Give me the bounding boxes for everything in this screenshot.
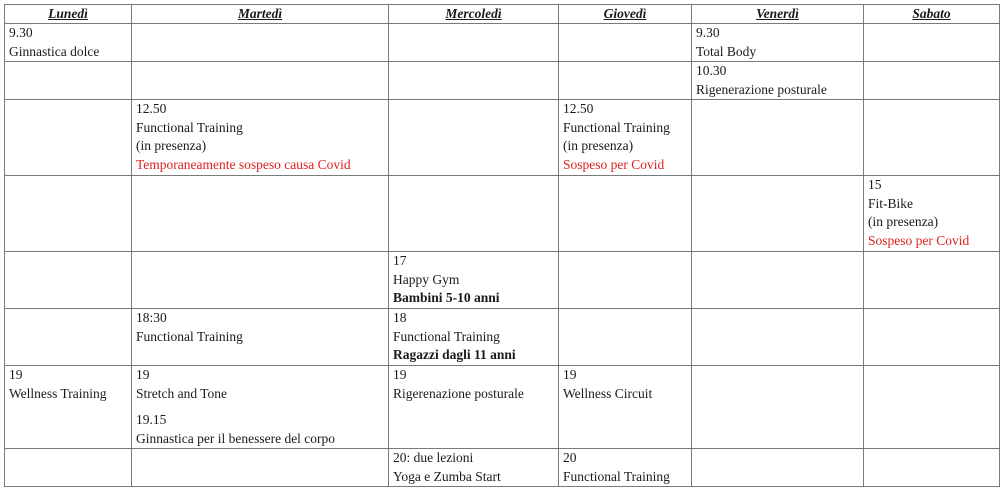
schedule-cell-friday [692, 100, 864, 176]
class-time: 12.50 [136, 101, 167, 116]
schedule-cell-monday [5, 100, 132, 176]
schedule-header [5, 5, 1000, 24]
schedule-cell-friday [692, 24, 864, 62]
class-detail: Ginnastica per il benessere del corpo [136, 430, 336, 446]
schedule-cell-saturday [864, 309, 1000, 366]
class-time: 19 [563, 367, 577, 382]
weekly-schedule-table [4, 4, 1000, 487]
schedule-row [5, 449, 1000, 487]
day-header-monday: Lunedì [5, 5, 132, 24]
schedule-cell-friday [692, 176, 864, 252]
schedule-cell-saturday [864, 449, 1000, 487]
schedule-cell-thursday [559, 366, 692, 449]
schedule-cell-saturday [864, 252, 1000, 309]
class-detail: Fit-Bike [868, 195, 914, 211]
schedule-cell-friday [692, 252, 864, 309]
day-header-thursday: Giovedì [559, 5, 692, 24]
class-detail: (in presenza) [136, 138, 207, 153]
schedule-cell-monday [5, 366, 132, 449]
schedule-row [5, 309, 1000, 366]
class-detail: Functional Training [563, 119, 670, 135]
class-detail: Rigerenazione posturale [393, 385, 524, 401]
schedule-cell-tuesday [132, 176, 389, 252]
class-detail: Functional Training [136, 328, 243, 344]
schedule-cell-friday [692, 366, 864, 449]
class-time: 12.50 [563, 101, 594, 116]
class-time: 20 [563, 450, 577, 465]
schedule-cell-monday [5, 62, 132, 100]
schedule-cell-wednesday [389, 449, 559, 487]
schedule-cell-saturday [864, 62, 1000, 100]
class-detail: Functional Training [563, 468, 670, 484]
schedule-cell-wednesday [389, 309, 559, 366]
day-header-saturday: Sabato [864, 5, 1000, 24]
day-header-friday: Venerdì [692, 5, 864, 24]
class-status-note: Sospeso per Covid [868, 232, 970, 248]
schedule-cell-tuesday [132, 100, 389, 176]
class-detail: Bambini 5-10 anni [393, 290, 500, 305]
schedule-cell-monday [5, 24, 132, 62]
class-detail: Total Body [696, 43, 757, 59]
schedule-cell-thursday [559, 176, 692, 252]
class-detail: (in presenza) [868, 214, 939, 229]
schedule-cell-tuesday [132, 309, 389, 366]
class-detail: Ragazzi dagli 11 anni [393, 347, 516, 362]
class-detail: Rigenerazione posturale [696, 81, 827, 97]
class-status-note: Temporaneamente sospeso causa Covid [136, 156, 351, 172]
schedule-cell-tuesday [132, 366, 389, 449]
schedule-cell-wednesday [389, 252, 559, 309]
schedule-cell-friday [692, 449, 864, 487]
class-time: 18:30 [136, 310, 167, 325]
class-detail: 19.15 [136, 412, 167, 427]
class-detail: Wellness Training [9, 385, 107, 401]
schedule-cell-thursday [559, 62, 692, 100]
schedule-cell-thursday [559, 252, 692, 309]
schedule-cell-saturday [864, 176, 1000, 252]
schedule-cell-monday [5, 449, 132, 487]
class-time: 17 [393, 253, 407, 268]
schedule-cell-tuesday [132, 24, 389, 62]
schedule-row [5, 176, 1000, 252]
schedule-cell-thursday [559, 449, 692, 487]
class-detail: Happy Gym [393, 271, 460, 287]
class-time: 19 [393, 367, 407, 382]
schedule-cell-wednesday [389, 62, 559, 100]
schedule-cell-thursday [559, 24, 692, 62]
class-detail: Ginnastica dolce [9, 43, 100, 59]
schedule-cell-tuesday [132, 449, 389, 487]
schedule-cell-wednesday [389, 24, 559, 62]
schedule-cell-saturday [864, 100, 1000, 176]
class-time: 9.30 [696, 25, 720, 40]
schedule-row [5, 24, 1000, 62]
schedule-row [5, 62, 1000, 100]
class-time: 10.30 [696, 63, 727, 78]
class-detail: Yoga e Zumba Start [393, 468, 501, 484]
day-header-wednesday: Mercoledì [389, 5, 559, 24]
schedule-cell-thursday [559, 309, 692, 366]
schedule-row [5, 252, 1000, 309]
class-status-note: Sospeso per Covid [563, 156, 665, 172]
schedule-cell-friday [692, 309, 864, 366]
schedule-cell-wednesday [389, 100, 559, 176]
schedule-cell-thursday [559, 100, 692, 176]
class-time: 19 [136, 367, 150, 382]
schedule-cell-wednesday [389, 176, 559, 252]
schedule-cell-friday [692, 62, 864, 100]
class-time: 15 [868, 177, 882, 192]
schedule-cell-wednesday [389, 366, 559, 449]
schedule-cell-monday [5, 252, 132, 309]
class-detail: Stretch and Tone [136, 385, 228, 401]
class-time: 19 [9, 367, 23, 382]
class-time: 18 [393, 310, 407, 325]
class-detail: Functional Training [136, 119, 243, 135]
schedule-cell-monday [5, 309, 132, 366]
class-time: 9.30 [9, 25, 33, 40]
schedule-cell-saturday [864, 24, 1000, 62]
class-time: 20: due lezioni [393, 450, 474, 465]
day-header-tuesday: Martedì [132, 5, 389, 24]
schedule-cell-saturday [864, 366, 1000, 449]
class-detail: Wellness Circuit [563, 385, 653, 401]
schedule-row [5, 366, 1000, 449]
class-detail: Functional Training [393, 328, 500, 344]
schedule-cell-tuesday [132, 252, 389, 309]
schedule-cell-tuesday [132, 62, 389, 100]
schedule-cell-monday [5, 176, 132, 252]
schedule-row [5, 100, 1000, 176]
class-detail: (in presenza) [563, 138, 634, 153]
day-header-row [5, 5, 1000, 24]
schedule-body [5, 24, 1000, 487]
